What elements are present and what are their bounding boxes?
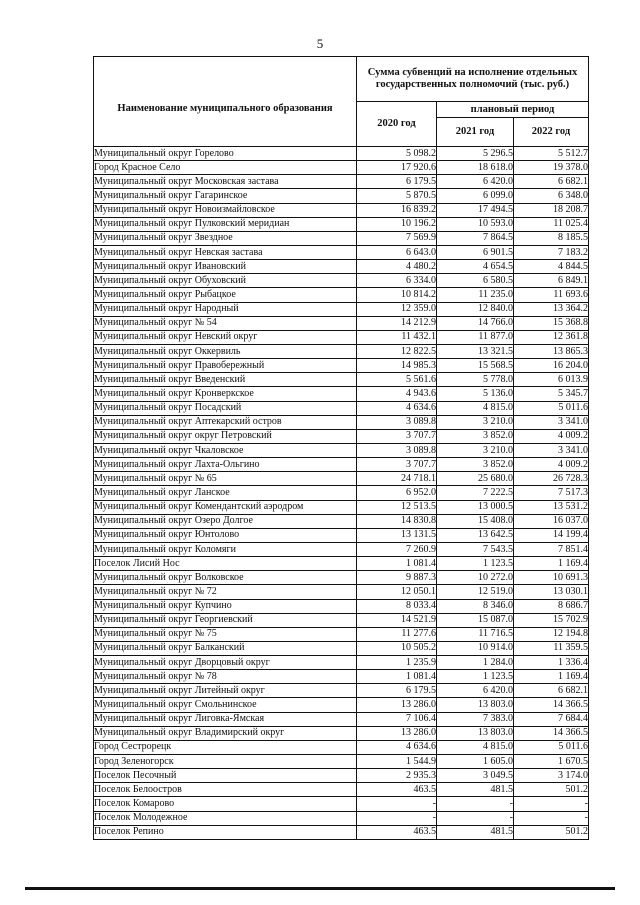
table-row (94, 203, 589, 217)
header-municipality: Наименование муниципального образования (94, 57, 357, 147)
cell-2020: 3 707.7 (357, 429, 437, 443)
table-row (94, 542, 589, 556)
cell-2021: 3 210.0 (437, 443, 514, 457)
cell-2022: 3 174.0 (514, 769, 589, 783)
cell-municipality: Муниципальный округ Московская застава (94, 175, 357, 189)
cell-2021: 13 803.0 (437, 726, 514, 740)
cell-2020: 12 359.0 (357, 302, 437, 316)
cell-municipality: Муниципальный округ Пулковский меридиан (94, 217, 357, 231)
cell-municipality: Муниципальный округ округ Петровский (94, 429, 357, 443)
table-row (94, 387, 589, 401)
cell-2021: 6 099.0 (437, 189, 514, 203)
cell-2021: 11 716.5 (437, 627, 514, 641)
cell-municipality: Муниципальный округ Смольнинское (94, 698, 357, 712)
cell-2020: 6 952.0 (357, 486, 437, 500)
header-planning-period: плановый период (437, 102, 589, 118)
cell-2020: 5 561.6 (357, 373, 437, 387)
cell-2022: 12 194.8 (514, 627, 589, 641)
table-row (94, 670, 589, 684)
cell-municipality: Муниципальный округ Лахта-Ольгино (94, 458, 357, 472)
cell-2022: 4 009.2 (514, 429, 589, 443)
cell-2022: 19 378.0 (514, 161, 589, 175)
cell-2022: 8 686.7 (514, 599, 589, 613)
cell-2022: 13 865.3 (514, 344, 589, 358)
table-row (94, 825, 589, 839)
cell-2020: 12 513.5 (357, 500, 437, 514)
cell-2021: 6 901.5 (437, 245, 514, 259)
cell-2022: 6 849.1 (514, 274, 589, 288)
cell-2020: 1 081.4 (357, 670, 437, 684)
cell-2020: 7 106.4 (357, 712, 437, 726)
table-row (94, 613, 589, 627)
cell-2022: 1 169.4 (514, 557, 589, 571)
table-row (94, 175, 589, 189)
cell-2020: 4 634.6 (357, 401, 437, 415)
table-row (94, 712, 589, 726)
cell-2022: 5 345.7 (514, 387, 589, 401)
cell-2021: 13 000.5 (437, 500, 514, 514)
cell-2021: 15 087.0 (437, 613, 514, 627)
cell-2022: 6 682.1 (514, 684, 589, 698)
cell-2022: - (514, 797, 589, 811)
cell-2021: - (437, 811, 514, 825)
cell-municipality: Муниципальный округ Посадский (94, 401, 357, 415)
cell-2022: 7 183.2 (514, 245, 589, 259)
cell-2022: 13 531.2 (514, 500, 589, 514)
cell-2021: 3 852.0 (437, 458, 514, 472)
cell-municipality: Муниципальный округ Невский округ (94, 330, 357, 344)
cell-2022: 15 702.9 (514, 613, 589, 627)
cell-2022: 501.2 (514, 783, 589, 797)
table-row (94, 656, 589, 670)
table-row (94, 443, 589, 457)
cell-2020: 14 212.9 (357, 316, 437, 330)
cell-2022: 5 512.7 (514, 147, 589, 161)
cell-2021: 17 494.5 (437, 203, 514, 217)
table-row (94, 245, 589, 259)
cell-2022: 7 517.3 (514, 486, 589, 500)
cell-2022: 6 682.1 (514, 175, 589, 189)
table-row (94, 458, 589, 472)
cell-municipality: Муниципальный округ Рыбацкое (94, 288, 357, 302)
cell-2022: 5 011.6 (514, 740, 589, 754)
cell-municipality: Муниципальный округ Озеро Долгое (94, 514, 357, 528)
cell-2021: 1 284.0 (437, 656, 514, 670)
cell-2021: 12 840.0 (437, 302, 514, 316)
cell-municipality: Муниципальный округ Народный (94, 302, 357, 316)
cell-2022: - (514, 811, 589, 825)
cell-municipality: Муниципальный округ Коломяги (94, 542, 357, 556)
cell-2022: 13 030.1 (514, 585, 589, 599)
table-row (94, 641, 589, 655)
table-row (94, 274, 589, 288)
cell-2022: 11 025.4 (514, 217, 589, 231)
cell-2020: 7 260.9 (357, 542, 437, 556)
table-body (94, 147, 589, 840)
cell-municipality: Муниципальный округ Чкаловское (94, 443, 357, 457)
cell-2020: - (357, 797, 437, 811)
cell-2020: - (357, 811, 437, 825)
table-row (94, 740, 589, 754)
cell-municipality: Муниципальный округ Лиговка-Ямская (94, 712, 357, 726)
cell-municipality: Поселок Песочный (94, 769, 357, 783)
cell-2021: 3 049.5 (437, 769, 514, 783)
cell-municipality: Муниципальный округ Горелово (94, 147, 357, 161)
cell-municipality: Муниципальный округ Комендантский аэродром (94, 500, 357, 514)
cell-municipality: Муниципальный округ Обуховский (94, 274, 357, 288)
cell-2022: 12 361.8 (514, 330, 589, 344)
cell-2021: 481.5 (437, 825, 514, 839)
cell-2021: 13 803.0 (437, 698, 514, 712)
cell-2022: 14 366.5 (514, 726, 589, 740)
cell-2020: 14 521.9 (357, 613, 437, 627)
cell-municipality: Муниципальный округ Звездное (94, 231, 357, 245)
cell-2020: 2 935.3 (357, 769, 437, 783)
cell-municipality: Муниципальный округ Кронверкское (94, 387, 357, 401)
table-row (94, 557, 589, 571)
cell-2020: 1 081.4 (357, 557, 437, 571)
table-row (94, 783, 589, 797)
cell-municipality: Город Красное Село (94, 161, 357, 175)
cell-2020: 9 887.3 (357, 571, 437, 585)
cell-2021: 13 642.5 (437, 528, 514, 542)
cell-2022: 16 204.0 (514, 359, 589, 373)
table-row (94, 302, 589, 316)
table-row (94, 373, 589, 387)
cell-municipality: Муниципальный округ Оккервиль (94, 344, 357, 358)
header-year-2021: 2021 год (437, 118, 514, 147)
cell-2022: 14 366.5 (514, 698, 589, 712)
cell-2020: 13 286.0 (357, 726, 437, 740)
cell-2021: 6 420.0 (437, 175, 514, 189)
cell-municipality: Муниципальный округ № 54 (94, 316, 357, 330)
cell-2020: 4 480.2 (357, 260, 437, 274)
cell-2020: 6 643.0 (357, 245, 437, 259)
cell-municipality: Муниципальный округ № 78 (94, 670, 357, 684)
bottom-rule (25, 887, 615, 890)
cell-municipality: Муниципальный округ Ивановский (94, 260, 357, 274)
cell-2020: 3 707.7 (357, 458, 437, 472)
cell-2021: 18 618.0 (437, 161, 514, 175)
cell-2021: 3 852.0 (437, 429, 514, 443)
cell-municipality: Поселок Белоостров (94, 783, 357, 797)
cell-2020: 3 089.8 (357, 415, 437, 429)
cell-municipality: Муниципальный округ Дворцовый округ (94, 656, 357, 670)
cell-2020: 4 634.6 (357, 740, 437, 754)
cell-2022: 15 368.8 (514, 316, 589, 330)
cell-2020: 6 179.5 (357, 684, 437, 698)
table-row (94, 769, 589, 783)
table-row (94, 811, 589, 825)
table-row (94, 514, 589, 528)
cell-municipality: Город Зеленогорск (94, 755, 357, 769)
cell-2020: 10 505.2 (357, 641, 437, 655)
table-row (94, 797, 589, 811)
cell-2022: 7 684.4 (514, 712, 589, 726)
cell-2020: 11 277.6 (357, 627, 437, 641)
cell-municipality: Муниципальный округ Владимирский округ (94, 726, 357, 740)
cell-2020: 5 098.2 (357, 147, 437, 161)
page-number: 5 (316, 36, 324, 51)
cell-2021: 10 914.0 (437, 641, 514, 655)
cell-2021: 13 321.5 (437, 344, 514, 358)
cell-2020: 14 985.3 (357, 359, 437, 373)
cell-2021: 3 210.0 (437, 415, 514, 429)
cell-2021: 1 123.5 (437, 557, 514, 571)
cell-2022: 10 691.3 (514, 571, 589, 585)
cell-2021: 25 680.0 (437, 472, 514, 486)
table-row (94, 571, 589, 585)
cell-2020: 12 822.5 (357, 344, 437, 358)
cell-2022: 4 009.2 (514, 458, 589, 472)
table-row (94, 528, 589, 542)
cell-2020: 7 569.9 (357, 231, 437, 245)
cell-2022: 3 341.0 (514, 415, 589, 429)
cell-2022: 8 185.5 (514, 231, 589, 245)
cell-2021: 11 235.0 (437, 288, 514, 302)
header-year-2022: 2022 год (514, 118, 589, 147)
cell-2021: 10 593.0 (437, 217, 514, 231)
table-row (94, 161, 589, 175)
cell-municipality: Муниципальный округ Новоизмайловское (94, 203, 357, 217)
table-row (94, 359, 589, 373)
cell-municipality: Муниципальный округ Гагаринское (94, 189, 357, 203)
table-row (94, 231, 589, 245)
table-row (94, 401, 589, 415)
cell-municipality: Муниципальный округ Волковское (94, 571, 357, 585)
table-row (94, 316, 589, 330)
cell-municipality: Поселок Лисий Нос (94, 557, 357, 571)
cell-2021: 7 864.5 (437, 231, 514, 245)
cell-municipality: Поселок Комарово (94, 797, 357, 811)
table-row (94, 415, 589, 429)
cell-municipality: Муниципальный округ № 72 (94, 585, 357, 599)
cell-municipality: Муниципальный округ Балканский (94, 641, 357, 655)
cell-municipality: Муниципальный округ № 75 (94, 627, 357, 641)
table-row (94, 429, 589, 443)
cell-2020: 17 920.6 (357, 161, 437, 175)
table-header (94, 57, 589, 147)
cell-2020: 463.5 (357, 825, 437, 839)
cell-municipality: Муниципальный округ Юнтолово (94, 528, 357, 542)
table-row (94, 147, 589, 161)
cell-municipality: Муниципальный округ Правобережный (94, 359, 357, 373)
cell-2020: 4 943.6 (357, 387, 437, 401)
subsidies-table (93, 56, 589, 840)
table-row (94, 330, 589, 344)
cell-municipality: Муниципальный округ № 65 (94, 472, 357, 486)
table-row (94, 472, 589, 486)
cell-2022: 11 359.5 (514, 641, 589, 655)
table-row (94, 698, 589, 712)
cell-municipality: Муниципальный округ Купчино (94, 599, 357, 613)
table-row (94, 599, 589, 613)
cell-2020: 10 814.2 (357, 288, 437, 302)
table-row (94, 585, 589, 599)
cell-2021: 4 654.5 (437, 260, 514, 274)
cell-2022: 26 728.3 (514, 472, 589, 486)
table-row (94, 288, 589, 302)
cell-2021: 15 408.0 (437, 514, 514, 528)
cell-municipality: Город Сестрорецк (94, 740, 357, 754)
cell-municipality: Муниципальный округ Аптекарский остров (94, 415, 357, 429)
cell-municipality: Муниципальный округ Ланское (94, 486, 357, 500)
cell-2020: 12 050.1 (357, 585, 437, 599)
table-row (94, 726, 589, 740)
cell-2022: 6 348.0 (514, 189, 589, 203)
table-row (94, 217, 589, 231)
cell-2021: 1 123.5 (437, 670, 514, 684)
cell-2020: 6 179.5 (357, 175, 437, 189)
cell-2021: 5 778.0 (437, 373, 514, 387)
cell-2021: 8 346.0 (437, 599, 514, 613)
cell-municipality: Поселок Репино (94, 825, 357, 839)
cell-2022: 13 364.2 (514, 302, 589, 316)
cell-2022: 6 013.9 (514, 373, 589, 387)
cell-municipality: Муниципальный округ Невская застава (94, 245, 357, 259)
table-row (94, 344, 589, 358)
cell-municipality: Муниципальный округ Введенский (94, 373, 357, 387)
cell-2020: 24 718.1 (357, 472, 437, 486)
cell-2020: 13 131.5 (357, 528, 437, 542)
cell-municipality: Муниципальный округ Георгиевский (94, 613, 357, 627)
cell-2020: 11 432.1 (357, 330, 437, 344)
cell-2021: 7 383.0 (437, 712, 514, 726)
cell-2022: 1 169.4 (514, 670, 589, 684)
table-row (94, 684, 589, 698)
cell-2022: 5 011.6 (514, 401, 589, 415)
cell-2022: 11 693.6 (514, 288, 589, 302)
cell-2020: 1 544.9 (357, 755, 437, 769)
cell-2022: 16 037.0 (514, 514, 589, 528)
cell-2020: 16 839.2 (357, 203, 437, 217)
cell-2022: 4 844.5 (514, 260, 589, 274)
cell-2022: 18 208.7 (514, 203, 589, 217)
cell-municipality: Муниципальный округ Литейный округ (94, 684, 357, 698)
cell-2021: 5 136.0 (437, 387, 514, 401)
cell-2021: 7 222.5 (437, 486, 514, 500)
cell-2021: 10 272.0 (437, 571, 514, 585)
header-subsidy-sum: Сумма субвенций на исполнение отдельных государственных полномочий (тыс. руб.) (357, 57, 589, 102)
cell-2020: 13 286.0 (357, 698, 437, 712)
cell-2020: 5 870.5 (357, 189, 437, 203)
cell-2020: 14 830.8 (357, 514, 437, 528)
table-row (94, 500, 589, 514)
cell-2021: 1 605.0 (437, 755, 514, 769)
cell-2022: 1 336.4 (514, 656, 589, 670)
cell-2021: 6 580.5 (437, 274, 514, 288)
cell-2021: 11 877.0 (437, 330, 514, 344)
cell-2020: 463.5 (357, 783, 437, 797)
cell-2021: 5 296.5 (437, 147, 514, 161)
table-row (94, 755, 589, 769)
cell-2021: 12 519.0 (437, 585, 514, 599)
table-row (94, 260, 589, 274)
cell-2020: 6 334.0 (357, 274, 437, 288)
table-row (94, 189, 589, 203)
cell-2021: 14 766.0 (437, 316, 514, 330)
cell-2021: - (437, 797, 514, 811)
cell-2022: 501.2 (514, 825, 589, 839)
cell-2020: 10 196.2 (357, 217, 437, 231)
cell-2021: 7 543.5 (437, 542, 514, 556)
cell-2022: 3 341.0 (514, 443, 589, 457)
cell-2020: 3 089.8 (357, 443, 437, 457)
cell-2020: 8 033.4 (357, 599, 437, 613)
cell-2021: 6 420.0 (437, 684, 514, 698)
cell-2021: 4 815.0 (437, 401, 514, 415)
header-year-2020: 2020 год (357, 102, 437, 147)
table-row (94, 627, 589, 641)
cell-2022: 1 670.5 (514, 755, 589, 769)
table-row (94, 486, 589, 500)
cell-2020: 1 235.9 (357, 656, 437, 670)
cell-2022: 14 199.4 (514, 528, 589, 542)
cell-2021: 481.5 (437, 783, 514, 797)
cell-municipality: Поселок Молодежное (94, 811, 357, 825)
cell-2022: 7 851.4 (514, 542, 589, 556)
cell-2021: 15 568.5 (437, 359, 514, 373)
cell-2021: 4 815.0 (437, 740, 514, 754)
